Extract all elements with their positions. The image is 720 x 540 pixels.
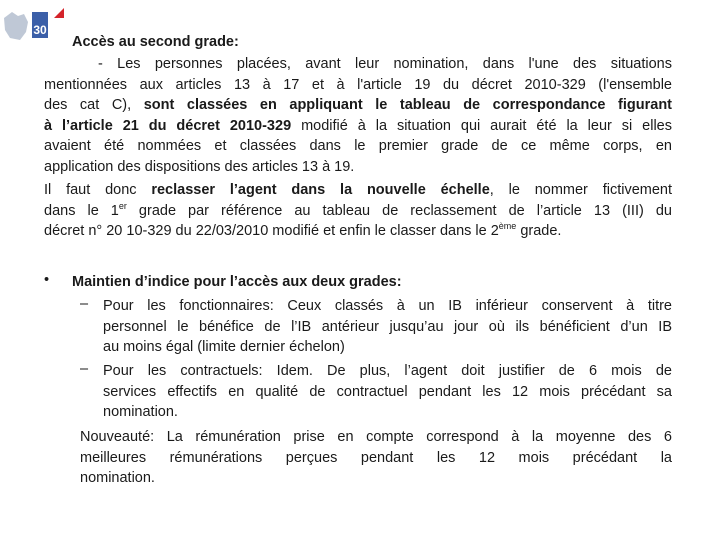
dash-icon: – — [80, 361, 89, 377]
paragraph-2 — [44, 180, 672, 242]
bullet-heading: Maintien d’indice pour l’accès aux deux grades: — [72, 274, 402, 290]
logo — [2, 4, 66, 44]
sub2-line: Pour les contractuels: Idem. De plus, l’agent doit justifier de 6 mois de — [103, 363, 672, 379]
text-run: Il faut donc — [44, 182, 152, 198]
section-heading: Accès au second grade: — [72, 34, 239, 50]
superscript: er — [118, 200, 127, 211]
text-run: grade. — [516, 223, 562, 239]
text-run: sont classées en appliquant le tableau de correspondance figurant — [143, 97, 673, 113]
text-run: reclasser l’agent dans la nouvelle échelle — [151, 182, 490, 198]
sub-item-fonctionnaires — [103, 296, 672, 358]
sub1-line: personnel le bénéfice de l’IB antérieur jusqu’au jour où ils bénéficient d’un IB — [103, 318, 672, 335]
para1-line: mentionnées aux articles 13 à 17 et à l'article 19 du décret 2010-329 (l'ensemble — [44, 76, 672, 93]
bullet-icon: • — [44, 272, 50, 288]
sub1-line: Pour les fonctionnaires: Ceux classés à un IB inférieur conservent à titre — [103, 298, 672, 314]
paragraph-1 — [44, 54, 672, 177]
sub1-line: au moins égal (limite dernier échelon) — [103, 339, 345, 355]
para1-line — [44, 95, 672, 116]
sub2-line: services effectifs en qualité de contractuel pendant les 12 mois précédant sa — [103, 383, 672, 400]
text-run: grade par référence au tableau de reclassement de l’article 13 (III) du — [126, 202, 672, 219]
text-run: des cat C), — [44, 97, 144, 113]
note-line: nomination. — [80, 470, 155, 486]
para2-line — [44, 180, 672, 201]
text-run: à l’article 21 du décret 2010-329 — [44, 117, 292, 134]
text-run: décret n° 20 10-329 du 22/03/2010 modifié et enfin le classer dans le 2 — [44, 223, 499, 239]
superscript: ème — [498, 221, 517, 232]
para1-line: application des dispositions des articles 13 à 19. — [44, 158, 355, 175]
para1-line — [44, 116, 672, 137]
note-line: Nouveauté: La rémunération prise en compte correspond à la moyenne des 6 — [80, 429, 672, 445]
para1-line: avaient été nommées et classées dans le premier grade de ce même corps, en — [44, 138, 672, 154]
text-run: dans le 1 — [44, 202, 119, 219]
para2-line — [44, 221, 672, 242]
text-run: modifié à la situation qui aurait été la leur si elles — [291, 117, 672, 134]
para1-line: - Les personnes placées, avant leur nomination, dans l'une des situations — [98, 56, 672, 72]
note-line: meilleures rémunérations perçues pendant les 12 mois précédant la — [80, 449, 672, 466]
sub2-line: nomination. — [103, 404, 178, 420]
para2-line — [44, 201, 672, 222]
sub-item-contractuels — [103, 361, 672, 423]
text-run: , le nommer fictivement — [489, 182, 673, 198]
dash-icon: – — [80, 296, 89, 312]
logo-number: 30 — [33, 23, 47, 37]
note-nouveaute — [80, 427, 672, 489]
